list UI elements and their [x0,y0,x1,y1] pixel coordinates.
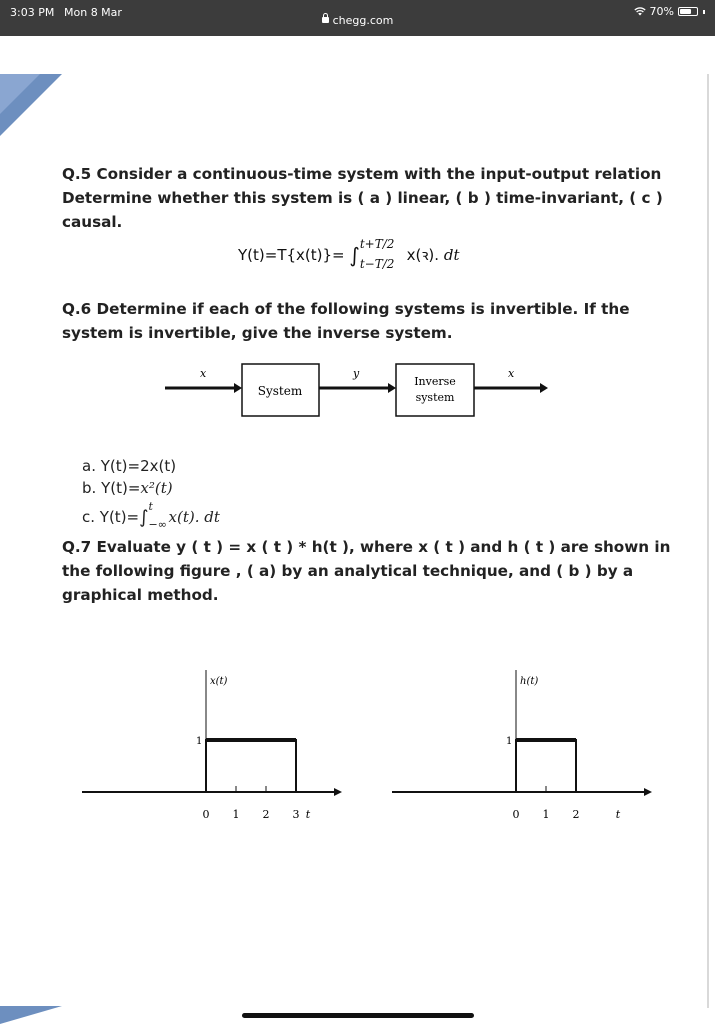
x-tick-label: 0 [202,808,210,821]
page-corner-decoration-inner [0,74,40,114]
y-tick-label: 1 [506,736,513,747]
inverse-label-2: system [415,391,455,404]
q5-line1: Q.5 Consider a continuous-time system with the input-output relation [62,165,662,183]
q6-line1: Q.6 Determine if each of the following systems is invertible. If the [62,300,630,318]
q5-integrand: x(ꝛ). [406,246,440,264]
address-bar[interactable] [0,14,715,27]
status-time: 3:03 PM [10,6,55,19]
q5-line3: causal. [62,213,123,231]
q7-line1: Q.7 Evaluate y ( t ) = x ( t ) * h(t ), where x ( t ) and h ( t ) are shown in [62,538,671,556]
input-label: x [200,367,207,380]
chart-x-of-t [76,622,346,842]
y-axis-label: h(t) [520,676,539,687]
q5-formula [238,236,460,271]
status-bar [0,0,715,36]
c-upper-limit: t [148,499,153,513]
integral-sign: ∫ [139,507,149,528]
inverse-label-1: Inverse [414,375,456,388]
x-tick-label: 2 [262,808,270,821]
y-tick-label: 1 [196,736,203,747]
inverse-system-diagram [0,354,707,424]
output-arrow-head [540,383,548,393]
mid-label: y [353,367,360,380]
list-item-a [82,457,176,475]
list-marker: c. [82,508,96,526]
home-indicator[interactable] [242,1013,474,1018]
y-axis-label: x(t) [210,676,228,687]
x-axis-arrow [334,788,342,796]
battery-nub [703,10,705,14]
status-date: Mon 8 Mar [64,6,122,19]
output-label: x [508,367,515,380]
middle-arrow-head [388,383,396,393]
q5-formula-lhs: Y(t)=T{x(t)}= [238,246,345,264]
chart-h-of-t [386,622,656,842]
system-label: System [257,384,303,398]
integral-sign: ∫ [349,243,360,267]
input-arrow-head [234,383,242,393]
inverse-system-block [396,364,474,416]
list-text: Y(t)=2x(t) [100,457,177,475]
document-image [0,74,709,1008]
x-tick-label: 2 [572,808,580,821]
list-marker: b. [82,479,97,497]
q7-line2: the following figure , ( a) by an analytical technique, and ( b ) by a [62,562,634,580]
list-text: Y(t)= [99,508,140,526]
web-page [0,36,715,1024]
x-tick-label: t [615,808,621,821]
c-lower-limit: −∞ [148,517,167,531]
list-text: Y(t)= [101,479,141,497]
q5-limits [359,236,402,271]
signal-line [516,740,576,792]
lock-icon [322,17,329,23]
battery-percent: 70% [649,5,674,18]
q5-lower-limit: t−T/2 [359,256,395,271]
x-axis-arrow [644,788,652,796]
c-limits [148,499,169,531]
x-tick-label: t [305,808,311,821]
url-text: chegg.com [332,14,394,27]
signal-line [206,740,296,792]
list-math: x²(t) [140,479,173,497]
next-page-corner-decoration [0,1006,62,1024]
x-tick-label: 1 [542,808,550,821]
q7-line3: graphical method. [62,586,219,604]
list-item-c [82,499,220,531]
list-math: x(t). dt [168,508,220,526]
list-item-b [82,479,173,497]
q5-dt: dt [443,246,460,264]
x-tick-label: 0 [512,808,520,821]
q5-upper-limit: t+T/2 [359,236,395,251]
q5-line2: Determine whether this system is ( a ) linear, ( b ) time-invariant, ( c ) [62,189,663,207]
x-tick-label: 3 [292,808,300,821]
list-marker: a. [82,457,96,475]
x-tick-label: 1 [232,808,240,821]
q6-line2: system is invertible, give the inverse system. [62,324,453,342]
